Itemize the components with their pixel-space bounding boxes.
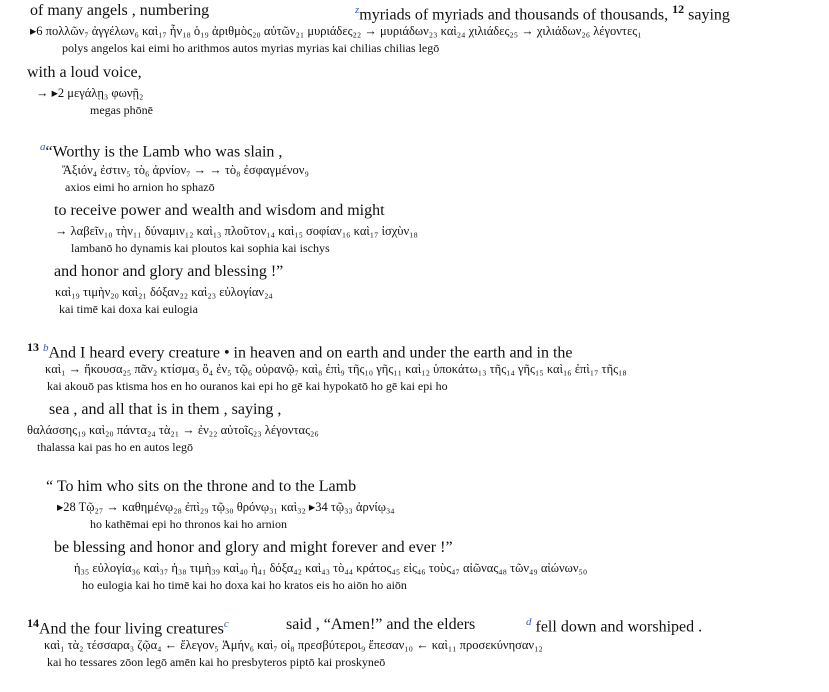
transliteration-line: polys angelos kai eimi ho arithmos autos myrias myrias kai chilias chilias legō	[62, 41, 440, 55]
transliteration-line: ho kathēmai epi ho thronos kai ho arnion	[90, 517, 287, 531]
greek-text-line: → λαβεῖν₁₀ τὴν₁₁ δύναμιν₁₂ καὶ₁₃ πλοῦτον₁₄ καὶ₁₅ σοφίαν₁₆ καὶ₁₇ ἰσχὺν₁₈	[55, 224, 418, 238]
english-text: fell down and worshiped .	[535, 618, 703, 636]
greek-text-line: ▸28 Τῷ₂₇ → καθημένῳ₂₈ ἐπὶ₂₉ τῷ₃₀ θρόνῳ₃₁ καὶ₃₂ ▸34 τῷ₃₃ ἀρνίῳ₃₄	[57, 500, 395, 514]
transliteration-line: lambanō ho dynamis kai ploutos kai sophia kai ischys	[71, 241, 330, 255]
verse-text-line	[30, 3, 209, 19]
transliteration-line: kai ho tessares zōon legō amēn kai ho presbyteros piptō kai proskyneō	[47, 655, 386, 669]
transliteration-line: kai akouō pas ktisma hos en ho ouranos kai epi ho gē kai hypokatō ho gē kai epi ho	[47, 379, 448, 393]
greek-text-line: Ἄξιόν₄ ἐστιν₅ τὸ₆ ἀρνίον₇ → → τὸ₈ ἐσφαγμένον₉	[62, 163, 309, 177]
english-text: to receive power and wealth and wisdom and might	[54, 202, 385, 219]
greek-text-line: καὶ₁₉ τιμὴν₂₀ καὶ₂₁ δόξαν₂₂ καὶ₂₃ εὐλογίαν₂₄	[55, 285, 273, 299]
verse-text-line	[27, 341, 573, 361]
english-text: sea , and all that is in them , saying ,	[49, 401, 282, 418]
english-text: saying	[688, 6, 730, 24]
greek-text-line: καὶ₁ τὰ₂ τέσσαρα₃ ζῷα₄ ← ἔλεγον₅ Ἀμήν₆ καὶ₇ οἱ₈ πρεσβύτεροι₉ ἔπεσαν₁₀ ← καὶ₁₁ προσεκύνησαν₁₂	[44, 638, 543, 652]
english-text: “ To him who sits on the throne and to the Lamb	[46, 478, 357, 495]
english-text: And the four living creatures	[39, 620, 224, 638]
english-text: “Worthy is the Lamb who was slain ,	[45, 143, 283, 161]
english-text: myriads of myriads and thousands of thousands,	[359, 6, 669, 24]
english-text: And I heard every creature • in heaven and on earth and under the earth and in the	[48, 344, 573, 362]
transliteration-line: kai timē kai doxa kai eulogia	[59, 302, 198, 316]
verse-number: 13	[27, 340, 39, 354]
verse-number: 14	[27, 616, 39, 630]
transliteration-line: thalassa kai pas ho en autos legō	[37, 440, 193, 454]
verse-number: 12	[672, 2, 685, 16]
footnote-marker[interactable]: a	[40, 141, 46, 153]
english-text: and honor and glory and blessing !”	[54, 263, 284, 280]
transliteration-line: ho eulogia kai ho timē kai ho doxa kai ho kratos eis ho aiōn ho aiōn	[82, 578, 407, 592]
footnote-marker[interactable]: d	[526, 616, 532, 628]
greek-text-line: θαλάσσης₁₉ καὶ₂₀ πάντα₂₄ τὰ₂₁ → ἐν₂₂ αὐτοῖς₂₃ λέγοντας₂₆	[27, 423, 319, 437]
english-text: with a loud voice,	[27, 64, 142, 81]
verse-text-line	[526, 617, 702, 635]
transliteration-line: megas phōnē	[90, 103, 153, 117]
footnote-marker[interactable]: z	[355, 4, 360, 16]
greek-text-line: ▸6 πολλῶν₇ ἀγγέλων₆ καὶ₁₇ ἦν₁₈ ὁ₁₉ ἀριθμὸς₂₀ αὐτῶν₂₁ μυριάδες₂₂ → μυριάδων₂₃ καὶ₂₄ χιλιάδες₂₅ → χιλιάδων₂₆ λέγοντες₁	[30, 24, 642, 38]
english-text: said , “Amen!” and the elders	[286, 616, 476, 633]
greek-text-line: → ▸2 μεγάλῃ₃ φωνῇ₂	[36, 86, 144, 100]
greek-text-line: καὶ₁ → ἤκουσα₂₅ πᾶν₂ κτίσμα₃ ὃ₄ ἐν₅ τῷ₆ οὐρανῷ₇ καὶ₈ ἐπὶ₉ τῆς₁₀ γῆς₁₁ καὶ₁₂ ὑποκάτω₁₃ τῆς₁₄ γῆς₁₅ καὶ₁₆ ἐπὶ₁₇ τῆς₁₈	[45, 362, 627, 376]
verse-text-line	[40, 142, 282, 160]
footnote-marker[interactable]: b	[43, 342, 49, 354]
verse-text-line	[355, 3, 730, 23]
english-text: of many angels , numbering	[30, 2, 210, 19]
transliteration-line: axios eimi ho arnion ho sphazō	[65, 180, 215, 194]
english-text: be blessing and honor and glory and might forever and ever !”	[54, 539, 453, 556]
verse-text-line	[27, 617, 229, 637]
verse-text-line	[286, 617, 475, 633]
footnote-marker[interactable]: c	[223, 618, 229, 630]
greek-text-line: ἡ₃₅ εὐλογία₃₆ καὶ₃₇ ἡ₃₈ τιμὴ₃₉ καὶ₄₀ ἡ₄₁ δόξα₄₂ καὶ₄₃ τὸ₄₄ κράτος₄₅ εἰς₄₆ τοὺς₄₇ αἰῶνας₄₈ τῶν₄₉ αἰώνων₅₀	[74, 561, 588, 575]
